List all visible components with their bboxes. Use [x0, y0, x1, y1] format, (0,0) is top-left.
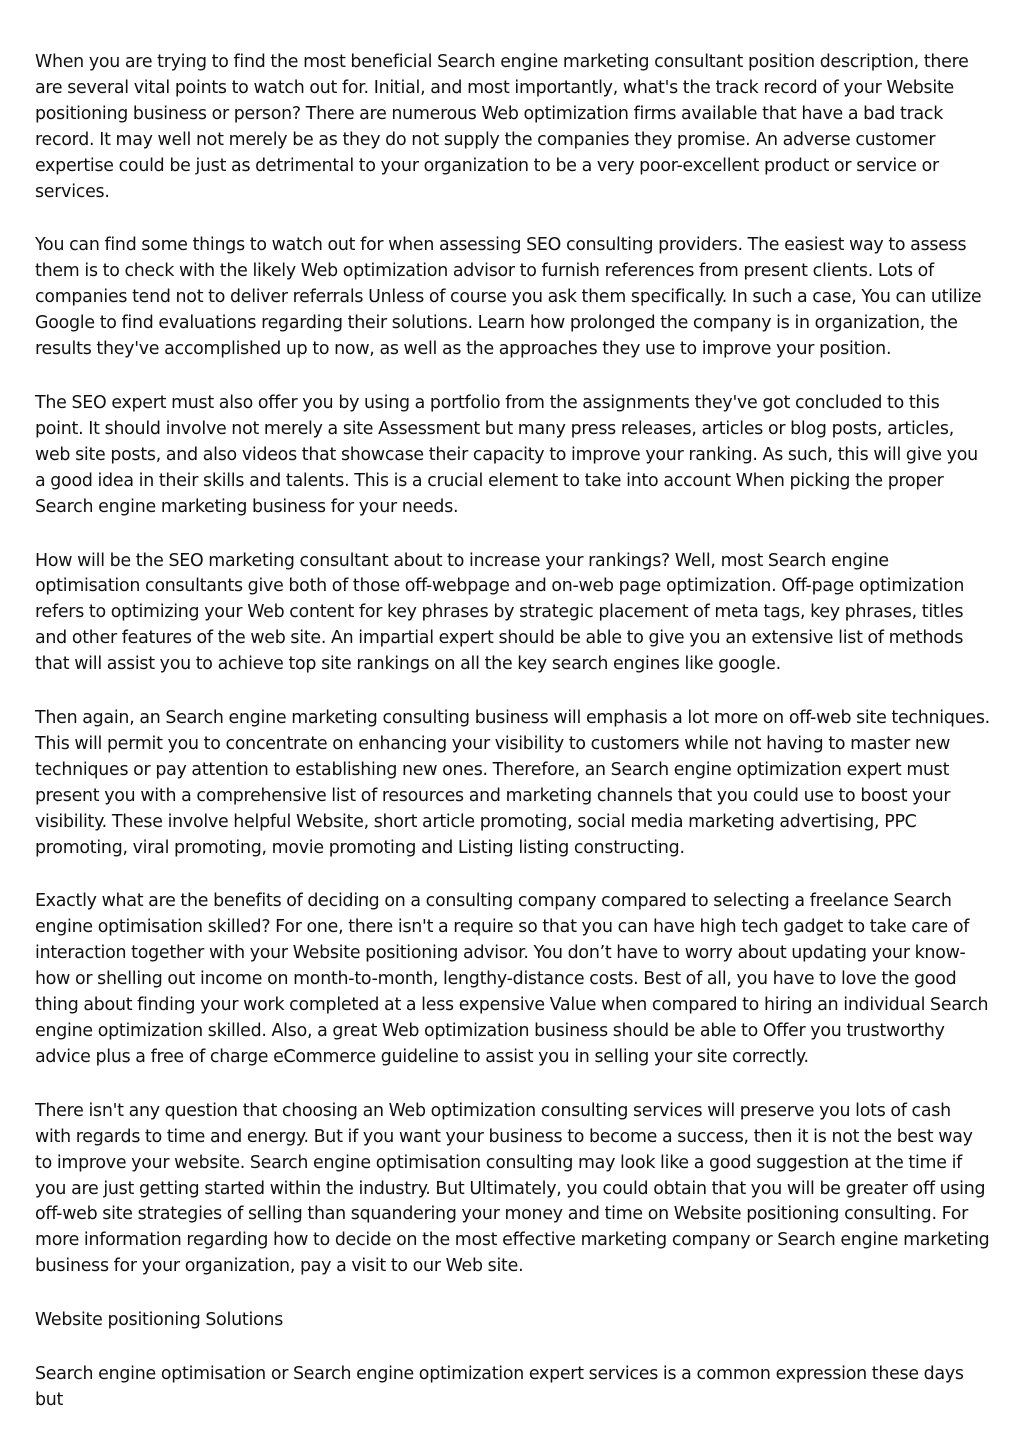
paragraph-7: There isn't any question that choosing an Web optimization consulting services will preserve you lots of cash with regards to time and energy. But if you want your business to become a success, then it is not the best way to improve your website. Search engine optimisation consulting may look like a good suggestion at the time if you are just getting started within the industry. But Ultimately, you could obtain that you will be greater off using off-web site strategies of selling than squandering your money and time on Website positioning consulting. For more information regarding how to decide on the most effective marketing company or Search engine marketing business for your organization, pay a visit to our Web site. [35, 1100, 990, 1277]
paragraph-4: How will be the SEO marketing consultant about to increase your rankings? Well, most Search engine optimisation consultants give both of those off-webpage and on-web page optimization. Off-page optimization refers to optimizing your Web content for key phrases by strategic placement of meta tags, key phrases, titles and other features of the web site. An impartial expert should be able to give you an extensive list of methods that will assist you to achieve top site rankings on all the key search engines like google. [35, 550, 965, 675]
paragraph-5: Then again, an Search engine marketing consulting business will emphasis a lot more on off-web site techniques. This will permit you to concentrate on enhancing your visibility to customers while not having to master new techniques or pay attention to establishing new ones. Therefore, an Search engine optimization expert must present you with a comprehensive list of resources and marketing channels that you could use to boost your visibility. These involve helpful Website, short article promoting, social media marketing advertising, PPC promoting, viral promoting, movie promoting and Listing listing constructing. [35, 708, 990, 858]
section-heading: Website positioning Solutions [35, 1310, 284, 1331]
paragraph-3: The SEO expert must also offer you by using a portfolio from the assignments they've got concluded to this point. It should involve not merely a site Assessment but many press releases, articles or blog posts, articles, web site posts, and also videos that showcase their capacity to improve your ranking. As such, this will give you a good idea in their skills and talents. This is a crucial element to take into account When picking the proper Search engine marketing business for your needs. [35, 392, 978, 517]
paragraph-2: You can find some things to watch out for when assessing SEO consulting providers. The easiest way to assess them is to check with the likely Web optimization advisor to furnish references from present clients. Lots of companies tend not to deliver referrals Unless of course you ask them specifically. In such a case, You can utilize Google to find evaluations regarding their solutions. Learn how prolonged the company is in organization, the results they've accomplished up to now, as well as the approaches they use to improve your position. [35, 235, 982, 360]
paragraph-8: Search engine optimisation or Search engine optimization expert services is a common expression these days but [35, 1364, 964, 1410]
paragraph-6: Exactly what are the benefits of deciding on a consulting company compared to selecting a freelance Search engine optimisation skilled? For one, there isn't a require so that you can have high tech gadget to take care of interaction together with your Website positioning advisor. You don’t have to worry about updating your know-how or shelling out income on month-to-month, lengthy-distance costs. Best of all, you have to love the good thing about finding your work completed at a less expensive Value when compared to hiring an individual Search engine optimization skilled. Also, a great Web optimization business should be able to Offer you trustworthy advice plus a free of charge eCommerce guideline to assist you in selling your site correctly. [35, 891, 989, 1067]
paragraph-1: When you are trying to find the most beneficial Search engine marketing consultant position description, there are several vital points to watch out for. Initial, and most importantly, what's the track record of your Website positioning business or person? There are numerous Web optimization firms available that have a bad track record. It may well not merely be as they do not supply the companies they promise. An adverse customer expertise could be just as detrimental to your organization to be a very poor-excellent product or service or services. [35, 52, 969, 202]
